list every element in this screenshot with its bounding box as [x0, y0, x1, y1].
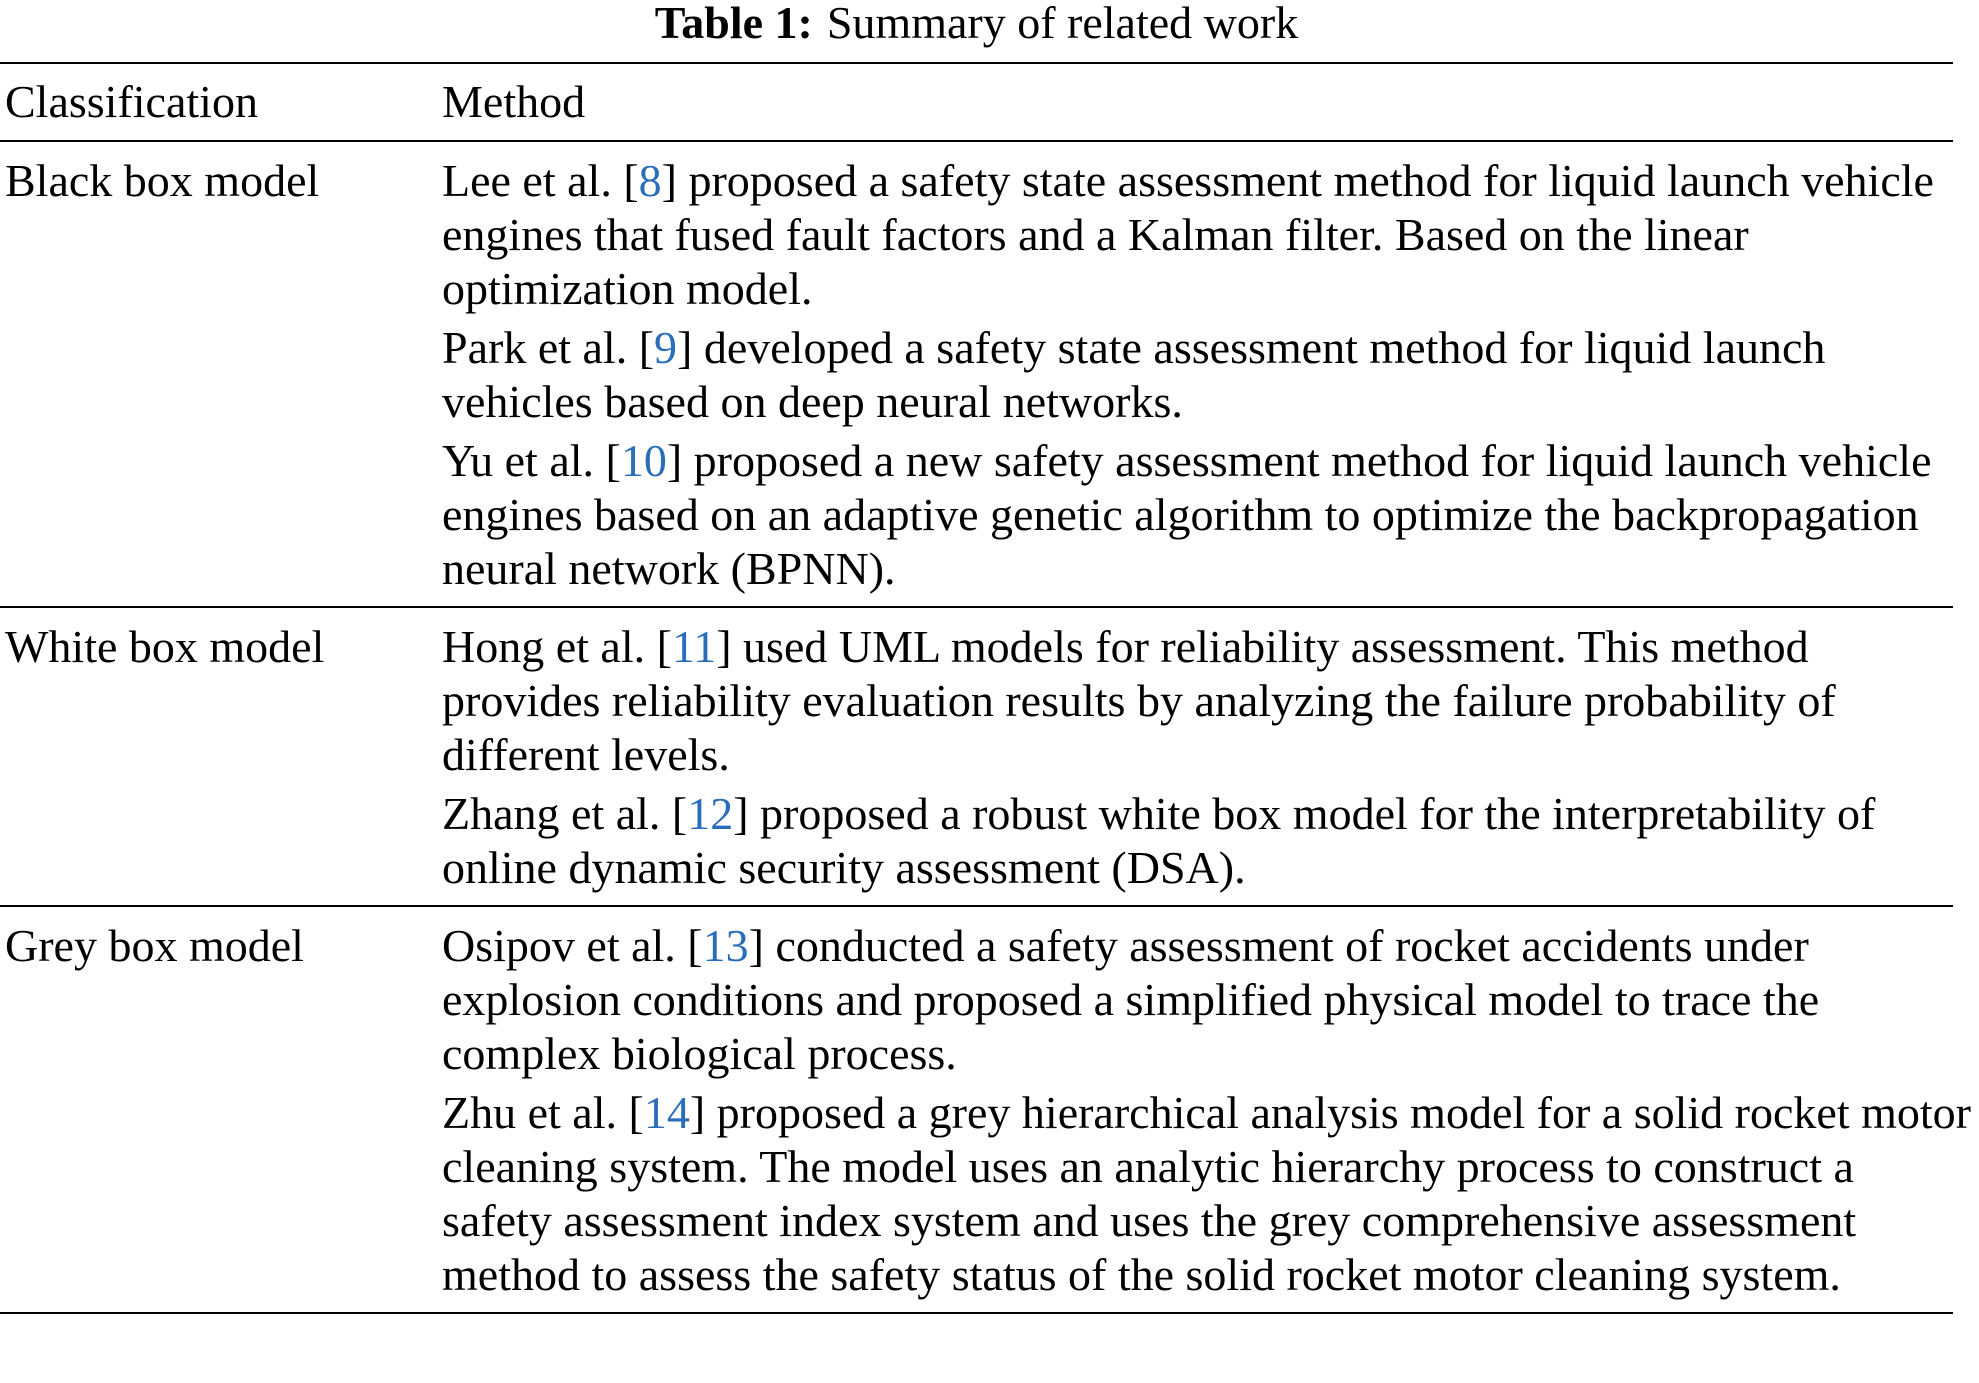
column-header-method: Method — [442, 76, 586, 127]
method-entry — [442, 434, 1972, 596]
citation-link[interactable]: 13 — [702, 920, 749, 971]
method-entry — [442, 620, 1972, 782]
row-black-box-model — [0, 140, 1953, 606]
method-entry — [442, 919, 1972, 1081]
method-cell — [442, 154, 1972, 596]
method-entry — [442, 154, 1972, 316]
entry-text-before: Yu et al. [ — [442, 435, 621, 486]
entry-text-after: ] used UML models for reliability assessment. This method provides reliability evaluation results by analyzing the failure probability of different levels. — [442, 621, 1836, 780]
method-entry — [442, 321, 1972, 429]
method-entry — [442, 787, 1972, 895]
citation-link[interactable]: 10 — [620, 435, 667, 486]
entry-text-after: ] proposed a grey hierarchical analysis model for a solid rocket motor cleaning system. The model uses an analytic hierarchy process to construct a safety assessment index system and uses the grey comprehensive assessment method to assess the safety status of the solid rocket motor cleaning system. — [442, 1087, 1971, 1300]
related-work-table — [0, 62, 1971, 1314]
column-header-classification: Classification — [5, 76, 258, 127]
citation-link[interactable]: 11 — [671, 621, 717, 672]
table-label: Table 1: — [654, 0, 813, 48]
entry-text-before: Zhu et al. [ — [442, 1087, 644, 1138]
entry-text-before: Osipov et al. [ — [442, 920, 703, 971]
classification-cell: Grey box model — [5, 920, 304, 971]
classification-cell: White box model — [5, 621, 325, 672]
classification-cell: Black box model — [5, 155, 320, 206]
method-cell — [442, 620, 1972, 895]
entry-text-after: ] proposed a new safety assessment method for liquid launch vehicle engines based on an adaptive genetic algorithm to optimize the backpropagation neural network (BPNN). — [442, 435, 1932, 594]
citation-link[interactable]: 9 — [654, 322, 678, 373]
entry-text-before: Hong et al. [ — [442, 621, 672, 672]
entry-text-after: ] proposed a robust white box model for the interpretability of online dynamic security assessment (DSA). — [442, 788, 1876, 893]
entry-text-after: ] developed a safety state assessment method for liquid launch vehicles based on deep neural networks. — [442, 322, 1826, 427]
table-caption — [0, 0, 1953, 46]
row-grey-box-model — [0, 905, 1971, 1312]
method-entry — [442, 1086, 1972, 1302]
entry-text-before: Lee et al. [ — [442, 155, 639, 206]
citation-link[interactable]: 14 — [643, 1087, 690, 1138]
entry-text-after: ] conducted a safety assessment of rocket accidents under explosion conditions and proposed a simplified physical model to trace the complex biological process. — [442, 920, 1820, 1079]
table-caption-text: Summary of related work — [826, 0, 1299, 48]
row-white-box-model — [0, 606, 1953, 905]
citation-link[interactable]: 12 — [687, 788, 734, 839]
entry-text-before: Park et al. [ — [442, 322, 655, 373]
citation-link[interactable]: 8 — [638, 155, 662, 206]
entry-text-after: ] proposed a safety state assessment method for liquid launch vehicle engines that fused fault factors and a Kalman filter. Based on the linear optimization model. — [442, 155, 1934, 314]
method-cell — [442, 919, 1972, 1302]
entry-text-before: Zhang et al. [ — [442, 788, 688, 839]
header-row — [0, 64, 1953, 140]
